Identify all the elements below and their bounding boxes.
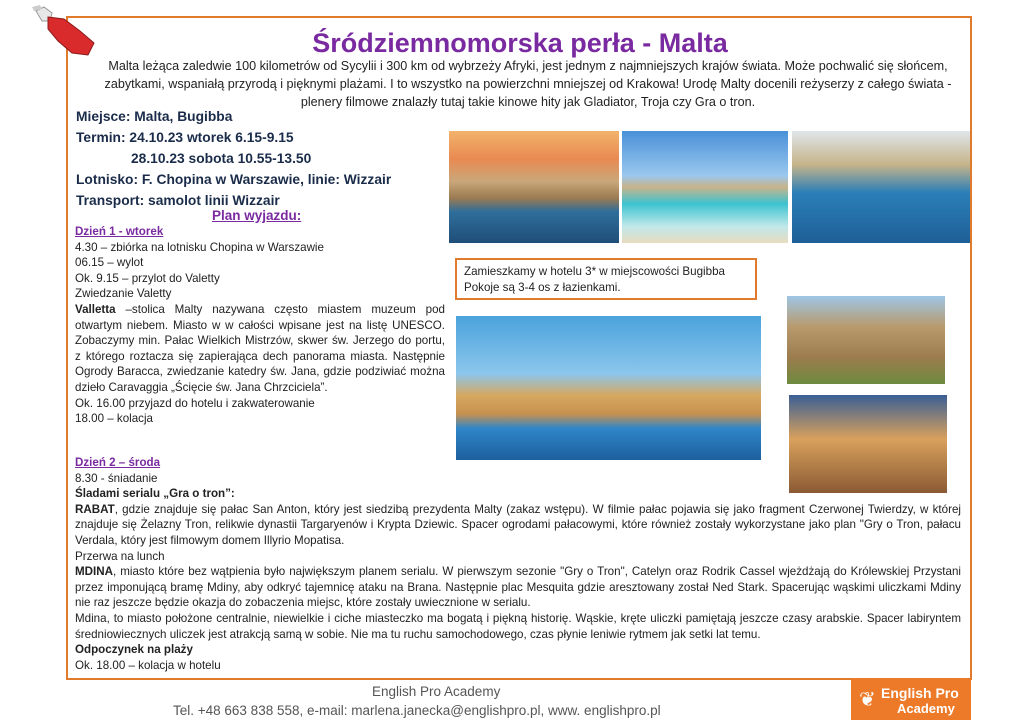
- footer-company-name: English Pro Academy: [372, 684, 501, 699]
- day1-hotel-line: Ok. 16.00 przyjazd do hotelu i zakwaterowanie: [75, 396, 315, 410]
- footer-contact: Tel. +48 663 838 558, e-mail: marlena.janecka@englishpro.pl, www. englishpro.pl: [173, 703, 661, 718]
- date-return: 28.10.23 sobota 10.55-13.50: [131, 151, 312, 166]
- hotel-info-box: [455, 258, 757, 300]
- day1-dinner-line: 18.00 – kolacja: [75, 412, 153, 426]
- photo-mdina-gate: [787, 296, 945, 384]
- photo-beach-lagoon: [622, 131, 788, 243]
- valletta-label: Valletta: [75, 302, 116, 316]
- logo-book-icon: ❦: [859, 689, 876, 711]
- hotel-line-2: Pokoje są 3-4 os z łazienkami.: [464, 281, 621, 294]
- hotel-line-1: Zamieszkamy w hotelu 3* w miejscowości Bugibba: [464, 265, 725, 278]
- photo-valletta-panorama: [456, 316, 761, 460]
- logo-text-2: Academy: [897, 701, 955, 716]
- day1-line: 06.15 – wylot: [75, 256, 144, 270]
- day2-breakfast: 8.30 - śniadanie: [75, 471, 158, 485]
- airport: Lotnisko: F. Chopina w Warszawie, linie: Wizzair: [76, 172, 392, 187]
- transport: Transport: samolot linii Wizzair: [76, 193, 280, 208]
- date-outbound: Termin: 24.10.23 wtorek 6.15-9.15: [76, 130, 294, 145]
- photo-fishing-boats: [792, 131, 970, 243]
- company-logo: [851, 678, 971, 720]
- rabat-label: RABAT: [75, 502, 115, 516]
- valletta-text: –stolica Malty nazywana często miastem muzeum pod otwartym niebem. Miasto w w całości wpisane jest na listę UNESCO. Zobaczymy min. Pałac Wielkich Mistrzów, skwer św. Jerzego do portu, z którego roztacza się zapierająca dech panorama miasta. Następnie Ogrody Baracca, zwiedzanie katedry św. Jana, gdzie podziwiać można dzieło Caravaggia „Ścięcie św. Jana Chrzciciela”.: [75, 302, 445, 394]
- mdina-label: MDINA: [75, 565, 113, 579]
- rest-line: Odpoczynek na plaży: [75, 643, 193, 657]
- day1-heading: Dzień 1 - wtorek: [75, 225, 164, 238]
- lunch-line: Przerwa na lunch: [75, 549, 165, 563]
- logo-text-1: English Pro: [881, 685, 959, 701]
- day1-line: 4.30 – zbiórka na lotnisku Chopina w Warszawie: [75, 240, 324, 254]
- intro-paragraph: Malta leżąca zaledwie 100 kilometrów od Sycylii i 300 km od wybrzeży Afryki, jest jednym z najmniejszych krajów świata. Może pochwalić się słońcem, zabytkami, wspaniałą przyrodą i pięknymi plażami. I to wszystko na powierzchni mniejszej od Krakowa! Urodę Malty docenili reżyserzy z całego świata - plenery filmowe znalazły tutaj takie kinowe hity jak Gladiator, Troja czy Gra o tron.: [104, 59, 952, 109]
- day2-heading: Dzień 2 – środa: [75, 456, 161, 469]
- mdina-paragraph: [75, 564, 961, 611]
- plan-title: Plan wyjazdu:: [212, 208, 302, 223]
- day1-line: Zwiedzanie Valetty: [75, 287, 172, 301]
- mdina-paragraph-2: Mdina, to miasto położone centralnie, niewielkie i ciche miasteczko ma bogatą i piękną historię. Wąskie, kręte uliczki pamiętają jeszcze czasy arabskie. Spacer labiryntem średniowiecznych uliczek jest atrakcją samą w sobie. Nie ma tu ruchu samochodowego, czas płynie leniwie rytmem jak setki lat temu.: [75, 611, 961, 641]
- place: Miejsce: Malta, Bugibba: [76, 109, 233, 124]
- valletta-paragraph: [75, 302, 445, 396]
- trip-facts: [76, 106, 391, 211]
- got-title: Śladami serialu „Gra o tron”:: [75, 487, 235, 501]
- photo-harbour-sunset: [449, 131, 619, 243]
- day2-section: [75, 455, 961, 673]
- rabat-text: , gdzie znajduje się pałac San Anton, który jest siedzibą prezydenta Malty (zakaz wstępu). W filmie pałac pojawia się jako fragment Czerwonej Twierdzy, w której znajduje się Żelazny Tron, relikwie dynastii Targaryenów i Krypta Dziewic. Spacer ogrodami pałacowymi, które również zostały wykorzystane jako plan "Gry o Tron, pałacu Verdala, który jest filmowym domem Illyrio Mopatisa.: [75, 502, 961, 547]
- malta-map-icon: [30, 3, 98, 61]
- day1-section: [75, 224, 445, 427]
- day2-dinner-line: Ok. 18.00 – kolacja w hotelu: [75, 658, 221, 672]
- rabat-paragraph: [75, 502, 961, 549]
- page-title: Śródziemnomorska perła - Malta: [312, 28, 728, 58]
- mdina-text: , miasto które bez wątpienia było największym planem serialu. W pierwszym sezonie "Gry o Tron", Catelyn oraz Rodrik Cassel wjeżdżają do Królewskiej Przystani przez imponującą bramę Mdiny, aby odkryć tajemnicę ataku na Brana. Następnie plac Mesquita gdzie aresztowany został Ned Stark. Spacerując wąskimi uliczkami Mdiny nie raz jeszcze będzie okazja do zobaczenia miejsc, które zostały uwiecznione w serialu.: [75, 565, 961, 610]
- day1-line: Ok. 9.15 – przylot do Valetty: [75, 271, 220, 285]
